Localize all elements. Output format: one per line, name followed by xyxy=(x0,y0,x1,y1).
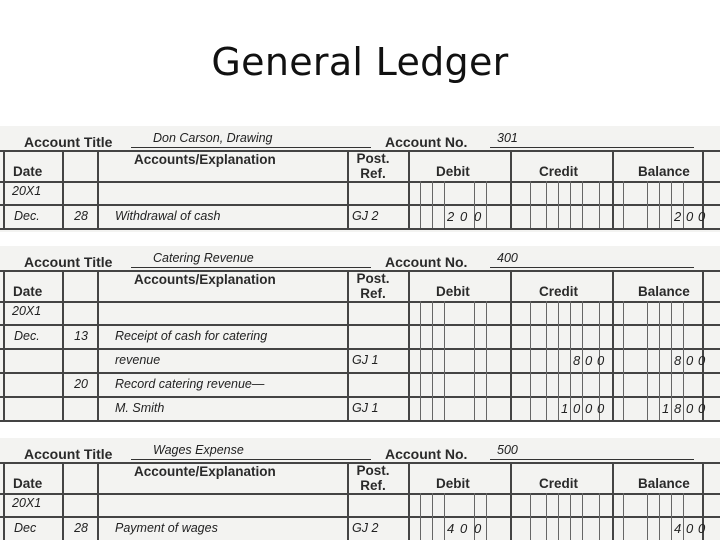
entry-month: Dec. xyxy=(14,329,40,343)
header-post-ref-line2: Ref. xyxy=(360,286,386,301)
entry-explanation: Record catering revenue— xyxy=(115,377,265,391)
header-post-ref-line1: Post. xyxy=(356,271,390,286)
entry-month: Dec. xyxy=(14,209,40,223)
ledger-card-catering-revenue xyxy=(0,246,720,422)
entry-post-ref: GJ 1 xyxy=(352,401,379,415)
entry-day: 28 xyxy=(74,521,88,535)
entry-month: Dec xyxy=(14,521,37,535)
entry-post-ref: GJ 2 xyxy=(352,521,379,535)
entry-balance-digit: 0 xyxy=(685,353,694,368)
header-post-ref xyxy=(352,463,394,493)
year-value: 20X1 xyxy=(12,184,42,198)
entry-credit-digit: 1 xyxy=(560,401,569,416)
entry-balance-digit: 2 xyxy=(673,209,682,224)
account-no-underline xyxy=(490,147,694,148)
entry-balance xyxy=(0,329,720,345)
ledger-rule xyxy=(0,228,720,230)
header-date: Date xyxy=(13,164,43,179)
account-title-label: Account Title xyxy=(24,254,113,270)
account-no-label: Account No. xyxy=(385,134,468,150)
header-balance: Balance xyxy=(638,164,690,179)
entry-balance-digit: 0 xyxy=(685,521,694,536)
header-explanation: Accounte/Explanation xyxy=(134,464,276,479)
ledger-card-wages-expense xyxy=(0,438,720,540)
account-title-underline xyxy=(131,459,371,460)
account-title-underline xyxy=(131,147,371,148)
entry-balance xyxy=(0,521,720,537)
entry-balance xyxy=(0,401,720,417)
header-post-ref xyxy=(352,151,394,181)
ledger-card-drawing xyxy=(0,126,720,232)
entry-balance-digit: 0 xyxy=(697,209,706,224)
entry-balance xyxy=(0,353,720,369)
header-balance: Balance xyxy=(638,284,690,299)
entry-credit-digit: 0 xyxy=(596,353,605,368)
header-post-ref-line2: Ref. xyxy=(360,166,386,181)
account-no-label: Account No. xyxy=(385,446,468,462)
entry-balance-digit: 4 xyxy=(673,521,682,536)
entry-day: 13 xyxy=(74,329,88,343)
entry-credit-digit: 8 xyxy=(572,353,581,368)
header-debit: Debit xyxy=(436,476,470,491)
account-title-label: Account Title xyxy=(24,446,113,462)
entry-balance xyxy=(0,377,720,393)
header-credit: Credit xyxy=(539,476,579,491)
header-date: Date xyxy=(13,476,43,491)
account-title-label: Account Title xyxy=(24,134,113,150)
account-no-label: Account No. xyxy=(385,254,468,270)
header-post-ref xyxy=(352,271,394,301)
account-title-value: Wages Expense xyxy=(153,443,244,457)
entry-credit-digit: 0 xyxy=(572,401,581,416)
header-post-ref-line1: Post. xyxy=(356,151,390,166)
entry-debit-digit: 0 xyxy=(459,209,468,224)
table-row xyxy=(0,372,720,396)
entry-explanation: Withdrawal of cash xyxy=(115,209,221,223)
entry-balance-digit: 0 xyxy=(685,401,694,416)
entry-balance-digit: 0 xyxy=(697,521,706,536)
account-no-underline xyxy=(490,459,694,460)
account-title-underline xyxy=(131,267,371,268)
entry-debit-digit: 2 xyxy=(446,209,455,224)
entry-balance-digit: 1 xyxy=(661,401,670,416)
entry-explanation: M. Smith xyxy=(115,401,165,415)
entry-day: 20 xyxy=(74,377,88,391)
account-no-underline xyxy=(490,267,694,268)
account-no-value: 301 xyxy=(497,131,518,145)
entry-day: 28 xyxy=(74,209,88,223)
table-row xyxy=(0,324,720,348)
entry-debit-digit: 4 xyxy=(446,521,455,536)
entry-balance-digit: 8 xyxy=(673,353,682,368)
header-post-ref-line2: Ref. xyxy=(360,478,386,493)
table-row xyxy=(0,348,720,372)
entry-explanation: Payment of wages xyxy=(115,521,218,535)
entry-balance-digit: 0 xyxy=(697,353,706,368)
entry-explanation: revenue xyxy=(115,353,161,367)
entry-debit-digit: 0 xyxy=(473,209,482,224)
ledger-rule xyxy=(0,420,720,422)
header-explanation: Accounts/Explanation xyxy=(134,152,276,167)
header-balance: Balance xyxy=(638,476,690,491)
entry-explanation: Receipt of cash for catering xyxy=(115,329,268,343)
entry-credit-digit: 0 xyxy=(596,401,605,416)
entry-credit-digit: 0 xyxy=(584,353,593,368)
entry-balance xyxy=(0,209,720,225)
table-row xyxy=(0,396,720,420)
account-no-value: 500 xyxy=(497,443,518,457)
entry-post-ref: GJ 1 xyxy=(352,353,379,367)
year-value: 20X1 xyxy=(12,496,42,510)
table-row xyxy=(0,204,720,228)
header-debit: Debit xyxy=(436,164,470,179)
year-value: 20X1 xyxy=(12,304,42,318)
header-date: Date xyxy=(13,284,43,299)
table-row xyxy=(0,516,720,540)
entry-debit-digit: 0 xyxy=(473,521,482,536)
slide-title: General Ledger xyxy=(211,40,509,84)
header-credit: Credit xyxy=(539,164,579,179)
account-title-value: Catering Revenue xyxy=(153,251,254,265)
entry-balance-digit: 8 xyxy=(673,401,682,416)
entry-balance-digit: 0 xyxy=(697,401,706,416)
account-title-value: Don Carson, Drawing xyxy=(153,131,273,145)
header-post-ref-line1: Post. xyxy=(356,463,390,478)
header-credit: Credit xyxy=(539,284,579,299)
entry-post-ref: GJ 2 xyxy=(352,209,379,223)
entry-credit-digit: 0 xyxy=(584,401,593,416)
entry-balance-digit: 0 xyxy=(685,209,694,224)
header-explanation: Accounts/Explanation xyxy=(134,272,276,287)
entry-debit-digit: 0 xyxy=(459,521,468,536)
account-no-value: 400 xyxy=(497,251,518,265)
header-debit: Debit xyxy=(436,284,470,299)
